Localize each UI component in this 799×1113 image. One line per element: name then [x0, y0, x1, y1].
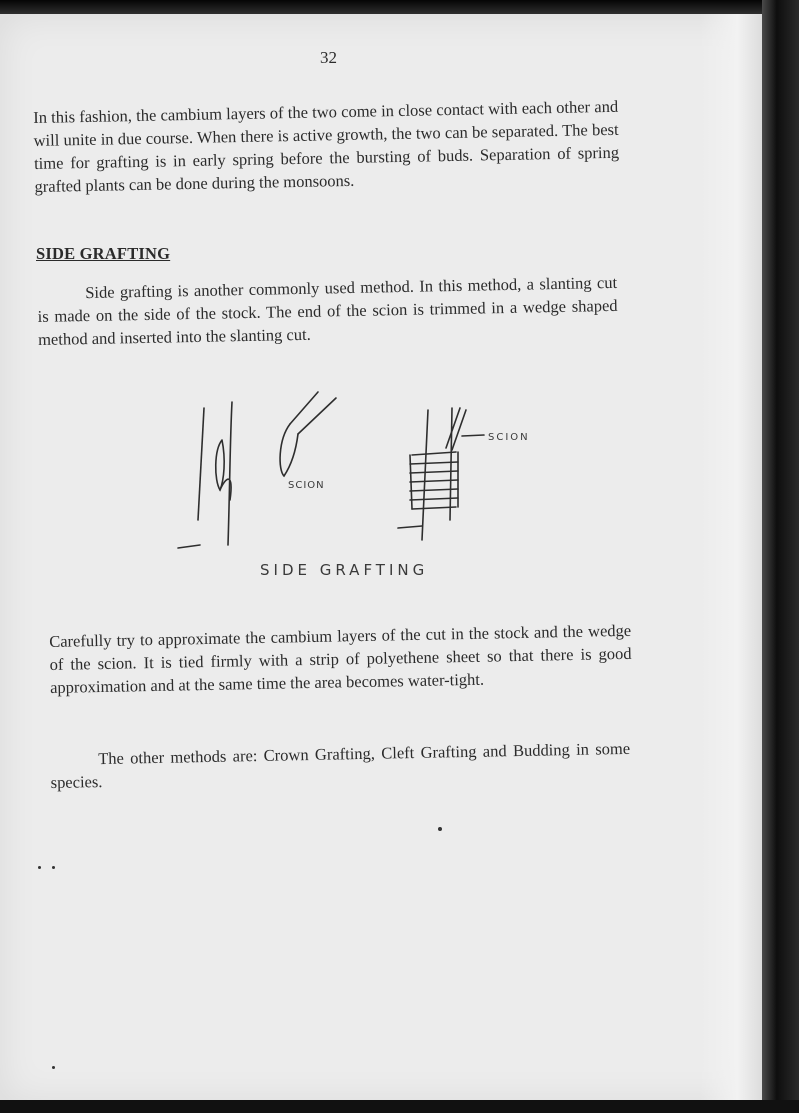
tied-graft [398, 408, 484, 540]
scan-speck [438, 827, 442, 831]
scion-label-right: SCION [488, 432, 530, 443]
page-number: 32 [320, 48, 337, 67]
paragraph-other-methods: The other methods are: Crown Grafting, Cleft Grafting and Budding in some species. [50, 738, 631, 792]
scan-speck [52, 1066, 55, 1069]
figure-caption: SIDE GRAFTING [260, 561, 429, 579]
section-heading-side-grafting: SIDE GRAFTING [36, 244, 171, 263]
scion-label-left: SCION [288, 480, 325, 491]
paragraph-side-grafting-intro: Side grafting is another commonly used method. In this method, a slanting cut is made on the side of the stock. The end of the scion is trimmed in a wedge shaped method and inserted into the slanting cut. [37, 272, 618, 349]
scion-wedge [280, 392, 336, 476]
scan-bottom-edge [0, 1100, 799, 1113]
scan-speck [52, 866, 55, 869]
scan-speck [38, 866, 41, 869]
side-grafting-sketch [160, 380, 560, 590]
paragraph-cambium-contact: In this fashion, the cambium layers of the two come in close contact with each other and will unite in due course. When there is active growth, the two can be separated. The best time for grafting is in early spring before the bursting of buds. Separation of spring grafted plants can be done during the monsoons. [33, 96, 620, 196]
stock-with-slanting-cut [178, 402, 232, 548]
paragraph-approximation: Carefully try to approximate the cambium layers of the cut in the stock and the wedge of the scion. It is tied firmly with a strip of polyethene sheet so that there is good approximation and at the same time the area becomes water-tight. [49, 620, 632, 697]
page-gutter-shading [700, 14, 762, 1104]
book-spine [762, 0, 799, 1113]
